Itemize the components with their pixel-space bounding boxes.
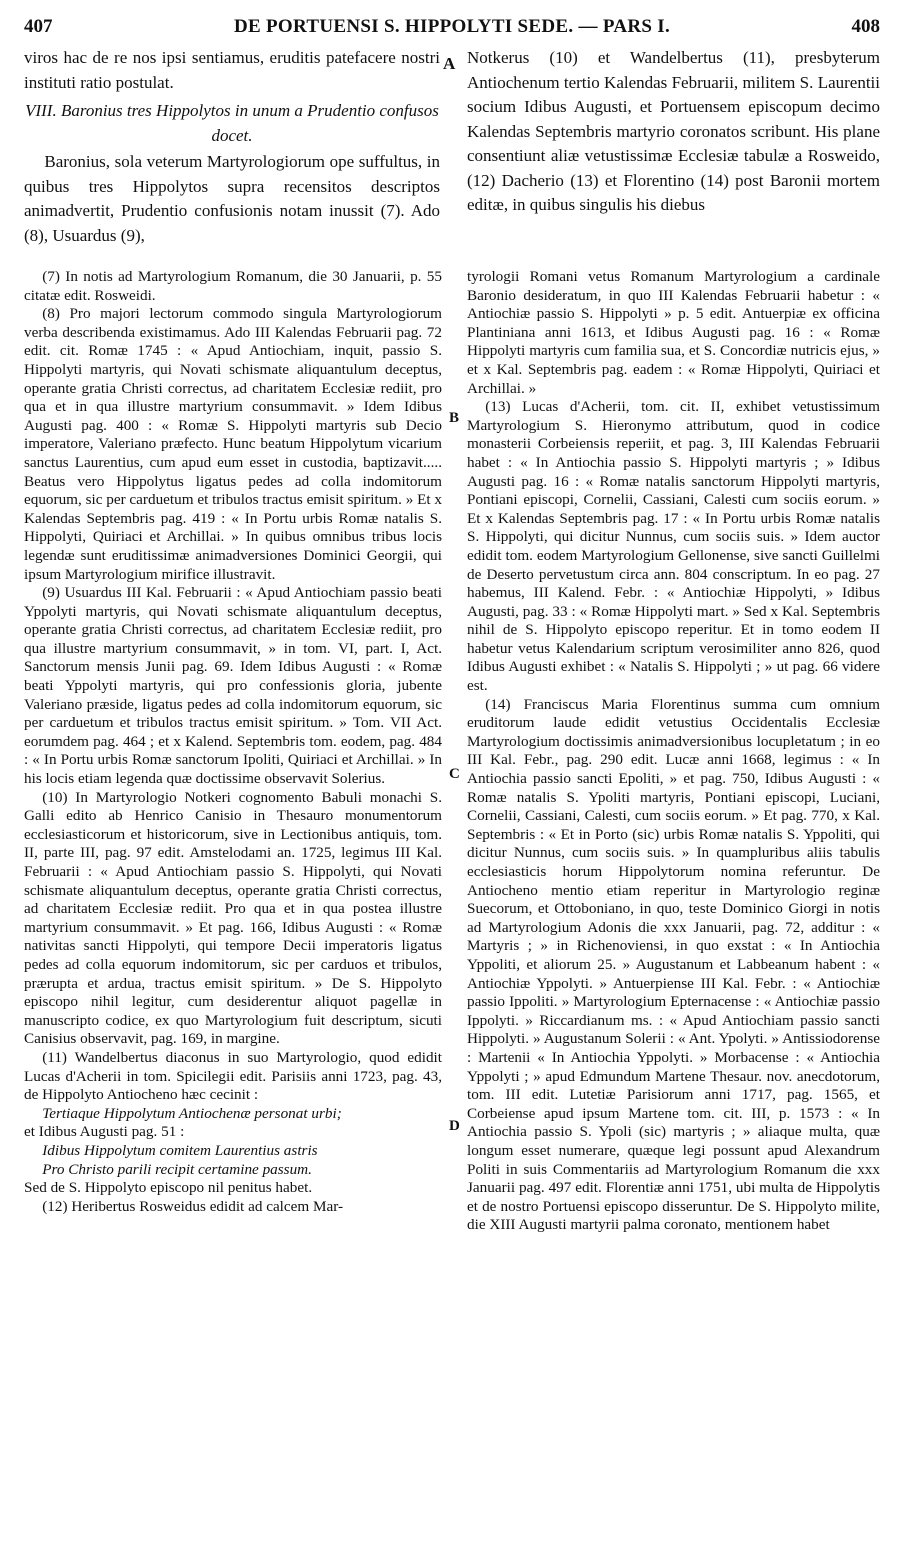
main-paragraph: viros hac de re nos ipsi sentiamus, eruditis patefacere nostri instituti ratio postulat. [24, 48, 440, 92]
margin-letter-c: C [449, 766, 460, 782]
main-paragraph: Notkerus (10) et Wandelbertus (11), presbyterum Antiochenum tertio Kalendas Februarii, militem S. Laurentii socium Idibus Augusti, et Portuensem episcopum decimo Kalendas Septembris martyrio coronatos scribunt. His plane consentiunt aliæ vetustissimæ Ecclesiæ tabulæ a Rosweido, (12) Dacherio (13) et Florentino (14) post Baronii mortem editæ, in quibus singulis his diebus [467, 48, 880, 214]
main-paragraph: Baronius, sola veterum Martyrologiorum ope suffultus, in quibus tres Hippolytos supra recensitos descriptos animadvertit, Prudentio confusionis notam inussit (7). Ado (8), Usuardus (9), [24, 152, 440, 245]
footnote-13: (13) Lucas d'Acherii, tom. cit. II, exhibet vetustissimum Martyrologium S. Hieronymo attributum, quod in codice monasterii Corbeiensis reperiit, et pag. 3, III Kalendas Februarii habet : « In Antiochia passio S. Hippolyti martyris ; » Idibus Augusti pag. 16 : « Romæ natalis sanctorum Hippolyti martyris, Pontiani episcopi, Cornelii, Cassiani, Calesti cum sociis eorum. » Et x Kalendas Septembris pag. 17 : « In Portu urbis Romæ natalis S. Hippolyti, qui dicitur Nunnus, cum sociis suis. » Idem auctor edidit tom. eodem Martyrologium Gellonense, sive sancti Guillelmi de Deserto pervetustum circa ann. 804 conscriptum. In eo pag. 27 habemus, III Kalend. Febr. : « Antiochiæ Hippolyti, » Idibus Augusti, pag. 33 : « Romæ Hippolyti mart. » Sed x Kal. Septembris nihil de S. Hippolyto episcopo reperitur. Et in tomo eodem II habetur vetus Kalendarium scriptum verosimiliter anno 826, quod Idibus Augusti exhibet : « Natalis S. Hippolyti ; » ut pag. 66 videre est. [467, 398, 880, 695]
running-header [24, 16, 880, 44]
main-text-right [467, 46, 880, 218]
main-text-left [24, 46, 440, 248]
page-number-right: 408 [851, 16, 880, 37]
margin-letter-a: A [443, 54, 456, 73]
footnotes-right [467, 268, 880, 1235]
footnote-7: (7) In notis ad Martyrologium Romanum, die 30 Januarii, p. 55 citatæ edit. Rosweidi. [24, 268, 442, 304]
verse-line: Idibus Hippolytum comitem Laurentius astris [42, 1141, 318, 1159]
footnote-line: et Idibus Augusti pag. 51 : [24, 1123, 185, 1141]
footnote-line: Sed de S. Hippolyto episcopo nil penitus habet. [24, 1179, 313, 1197]
footnote-9: (9) Usuardus III Kal. Februarii : « Apud Antiochiam passio beati Yppolyti martyris, qui Novati schismate aliquantulum deceptus, operante gratia Christi correctus, ad charitatem Ecclesiæ rediit, pro qua illustre martyrium consummavit, » in tom. VI, part. I, Act. Sanctorum mensis Junii pag. 69. Idem Idibus Augusti : « Romæ beati Yppolyti martyris, qui pro confessionis gloria, jubente Valeriano præside, ligatus pedes ad colla indomitorum equorum, sic per carduetum et tribulos tractus emisit spiritum. » Tom. VII Act. eorumdem pag. 464 ; et x Kalend. Septembris tom. eodem, pag. 484 : « In Portu urbis Romæ sanctorum Ipoliti, Quiriaci et Archillai. » In his locis etiam legenda quæ doctissime observavit Solerius. [24, 584, 442, 788]
footnote-8: (8) Pro majori lectorum commodo singula Martyrologiorum verba describenda existimamus. Ado III Kalendas Februarii pag. 72 edit. cit. Romæ 1745 : « Apud Antiochiam, inquit, passio S. Hippolyti martyris, qui Novati schismate aliquantulum deceptus, operante gratia Christi correctus, ad charitatem Ecclesiæ rediit, pro qua et in qua illustre martyrium consummavit. » Idem Idibus Augusti pag. 400 : « Romæ S. Hippolyti martyris sub Decio imperatore, Valeriano præfecto. Hunc beatum Hippolytum vicarium sanctus Laurentius, cum apud eum esset in custodia, baptizavit..... Beatus vero Hippolytus ligatus pedes ad colla indomitorum equorum, sic per carduetum et tribulos tractus emisit spiritum. » Et x Kalendas Septembris pag. 419 : « In Portu urbis Romæ natalis S. Hippolyti, Quiriaci et Archillai. » In quibus omnibus tribus locis legendæ sunt eruditissimæ animadversiones Dominici Georgii, qui ipsum Martyrologium mirifice illustravit. [24, 305, 442, 583]
section-heading: VIII. Baronius tres Hippolytos in unum a Prudentio confusos docet. [25, 101, 439, 145]
verse-line: Pro Christo parili recipit certamine passum. [42, 1160, 312, 1178]
footnote-12: (12) Heribertus Rosweidus edidit ad calcem Mar- [42, 1197, 344, 1215]
footnote-10: (10) In Martyrologio Notkeri cognomento Babuli monachi S. Galli edito ab Henrico Canisio in Thesauro monumentorum ecclesiasticorum et historicorum, sive in Lectionibus antiquis, tom. II, parte III, pag. 97 edit. Amstelodami an. 1725, legimus III Kal. Februarii : « Apud Antiochiam passio S. Hippolyti, qui Novati schismate aliquantulum deceptus, operante gratia Christi correctus, ad charitatem Ecclesiæ rediit. Pro qua et in qua postea illustre martyrium consummavit. » Et pag. 166, Idibus Augusti : « Romæ nativitas sancti Hippolyti, qui tempore Decii imperatoris ligatus pedes ad colla equorum indomitorum, sic per carduos et tribulos, prærupta et ardua, tractus emisit spiritum. » De S. Hippolyto episcopo nihil legitur, cum desiderentur aliquot pagellæ in manuscripto codice, ex quo Martyrologium fuit descriptum, sicuti Canisius observavit, pag. 169, in margine. [24, 788, 442, 1048]
page-number-left: 407 [24, 16, 53, 37]
footnotes-left [24, 268, 442, 1216]
running-title: DE PORTUENSI S. HIPPOLYTI SEDE. — PARS I. [233, 16, 671, 37]
verse-line: Tertiaque Hippolytum Antiochenæ personat urbi; [42, 1104, 342, 1122]
margin-letter-b: B [449, 410, 460, 426]
margin-letter-d: D [449, 1118, 460, 1134]
footnote-14: (14) Franciscus Maria Florentinus summa cum omnium eruditorum laude edidit vetustius Occidentalis Ecclesiæ Martyrologium doctissimis animadversionibus locupletatum ; in eo III Kal. Febr., pag. 290 edit. Lucæ anni 1668, legimus : « In Antiochia passio sancti Epoliti, » et pag. 750, Idibus Augusti : « Romæ natalis S. Ypoliti martyris, Pontiani episcopi, Luciani, Cornelii, Cassiani, Calesti, cum sociis eorum. » Et pag. 770, x Kal. Septembris : « Et in Porto (sic) urbis Romæ natalis S. Yppoliti, qui dicitur Nunnus, cum sociis suis. » In quampluribus aliis tabulis ecclesiasticis horum Hippolytorum nomina referuntur. De Antiocheno mentio etiam reperitur in Martyrologio reginæ Suecorum, et Ottoboniano, in quo, teste Dominico Giorgi in notis ad Martyrologium Adonis die xxx Januarii, pag. 72, additur : « Martyris ; » in Richenoviensi, in quo exstat : « In Antiochia Yppoliti, et aliorum 25. » Augustanum et Labbeanum habent : « Antiochiæ Yppolyti. » Antuerpiense III Kal. Febr. : « Antiochiæ passio Ippoliti. » Martyrologium Epternacense : « Antiochiæ passio Ippolyti. » Riccardianum ms. : « Apud Antiochiam passio sancti Hippolyti. » Augustanum Solerii : « Ant. Ypolyti. » Antissiodorense : Martenii « In Antiochia Yppolyti. » Morbacense : « Antiochia Yppolyti ; » apud Edmundum Martene Thesaur. nov. anecdotorum, tom. III edit. Lutetiæ Parisiorum anni 1717, pag. 1565, et Corbeiense apud ipsum Martene tom. cit. III, p. 1573 : « In Antiochia passio S. Ypoli (sic) martyris ; » aliaque multa, quæ longum esset numerare, quæque legi possunt apud Alexandrum Politi in suis Commentariis ad Martyrologium Romanum die xxx Januarii pag. 497 edit. Florentiæ anni 1751, ubi multa de Hippolytis et de nostro Portuensi episcopo disseruntur. De S. Hippolyto milite, die XIII Augusti martyrii palma coronato, mentionem habet [467, 695, 880, 1234]
footnote-12-continued: tyrologii Romani vetus Romanum Martyrologium a cardinale Baronio desideratum, in quo III Kalendas Februarii habetur : « Antiochiæ passio S. Hippolyti » p. 5 edit. Antuerpiæ ex officina Plantiniana anni 1613, et Idibus Augusti pag. 16 : « Romæ Hippolyti martyris cum familia sua, et S. Concordiæ nutricis ejus, » et x Kal. Septembris pag. eadem : « Romæ Hippolyti, Quiriaci et Archillai. » [467, 268, 880, 397]
footnote-11: (11) Wandelbertus diaconus in suo Martyrologio, quod edidit Lucas d'Acherii in tom. Spicilegii edit. Parisiis anni 1723, pag. 43, de Hippolyto Antiocheno hæc cecinit : [24, 1048, 442, 1104]
